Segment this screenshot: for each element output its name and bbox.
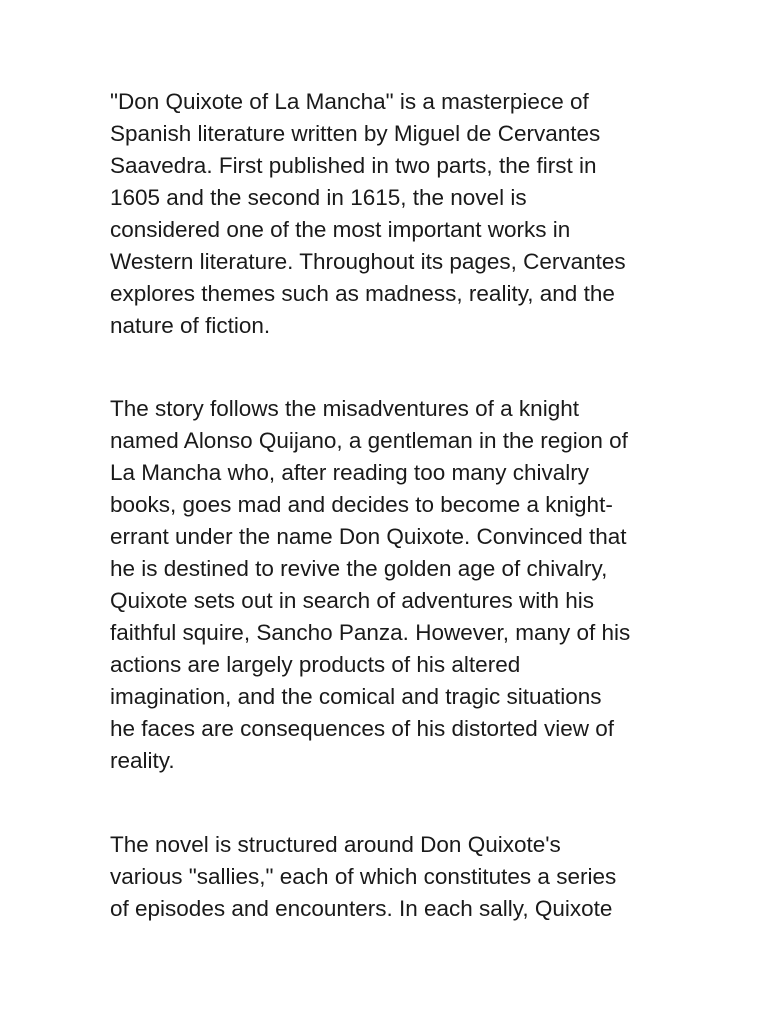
text-line: explores themes such as madness, reality, and the bbox=[110, 281, 615, 306]
text-line: The story follows the misadventures of a knight bbox=[110, 396, 579, 421]
text-line: books, goes mad and decides to become a knight- bbox=[110, 492, 613, 517]
text-line: of episodes and encounters. In each sally, Quixote bbox=[110, 896, 613, 921]
text-line: "Don Quixote of La Mancha" is a masterpiece of bbox=[110, 89, 589, 114]
text-line: La Mancha who, after reading too many chivalry bbox=[110, 460, 590, 485]
text-line: faithful squire, Sancho Panza. However, many of his bbox=[110, 620, 631, 645]
text-line: The novel is structured around Don Quixote's bbox=[110, 832, 561, 857]
text-line: actions are largely products of his altered bbox=[110, 652, 521, 677]
text-line: 1605 and the second in 1615, the novel is bbox=[110, 185, 527, 210]
paragraph-2 bbox=[110, 393, 630, 777]
text-line: Quixote sets out in search of adventures with his bbox=[110, 588, 595, 613]
text-line: nature of fiction. bbox=[110, 313, 271, 338]
paragraph-3 bbox=[110, 829, 616, 925]
text-line: named Alonso Quijano, a gentleman in the region of bbox=[110, 428, 628, 453]
text-line: he faces are consequences of his distorted view of bbox=[110, 716, 615, 741]
text-line: Saavedra. First published in two parts, the first in bbox=[110, 153, 597, 178]
paragraph-1 bbox=[110, 86, 626, 342]
text-line: imagination, and the comical and tragic situations bbox=[110, 684, 602, 709]
text-line: errant under the name Don Quixote. Convinced that bbox=[110, 524, 627, 549]
text-line: various "sallies," each of which constitutes a series bbox=[110, 864, 617, 889]
text-line: Spanish literature written by Miguel de Cervantes bbox=[110, 121, 601, 146]
text-line: Western literature. Throughout its pages, Cervantes bbox=[110, 249, 626, 274]
text-line: reality. bbox=[110, 748, 175, 773]
text-line: considered one of the most important works in bbox=[110, 217, 571, 242]
text-line: he is destined to revive the golden age of chivalry, bbox=[110, 556, 608, 581]
